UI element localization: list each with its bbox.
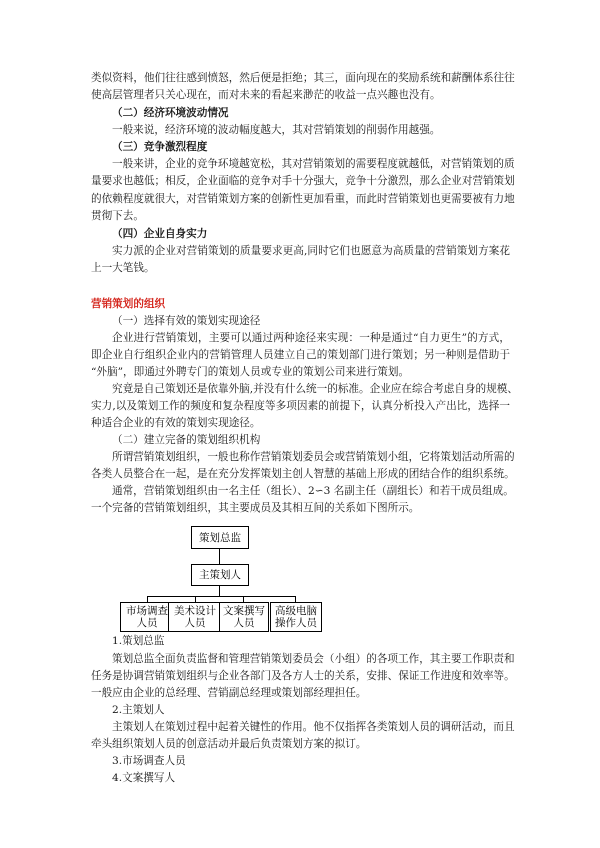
- paragraph-line: 量要求也越低；相反，企业面临的竞争对手十分强大，竞争十分激烈，那么企业对营销策划: [91, 175, 515, 187]
- org-box-chief-planner: 主策划人: [191, 564, 249, 586]
- role-heading-copywriter: 4.文案撰写人: [112, 772, 176, 784]
- org-box-text: 美术设计: [174, 605, 216, 617]
- paragraph-line: 主策划人在策划过程中起着关键性的作用。他不仅指挥各类策划人员的调研活动，而且: [112, 721, 515, 733]
- subheading-organization: （二）建立完备的策划组织机构: [112, 434, 261, 446]
- org-box-text: 文案撰写: [223, 605, 265, 617]
- paragraph-line: 类似资料，他们往往感到愤怒，然后便是拒绝；其三，面向现在的奖励系统和薪酬体系往往: [91, 72, 515, 84]
- subheading-economy: （二）经济环境波动情况: [112, 107, 229, 119]
- paragraph-line: 通常，营销策划组织由一名主任（组长）、2∽3 名副主任（副组长）和若干成员组成。: [112, 485, 514, 497]
- paragraph-line: 一般来说，经济环境的波动幅度越大，其对营销策划的削弱作用越强。: [112, 124, 441, 136]
- paragraph-line: 即企业自行组织企业内的营销管理人员建立自己的策划部门进行策划；另一种则是借助于: [91, 349, 510, 361]
- org-connector: [219, 549, 220, 564]
- paragraph-line: 实力,以及策划工作的频度和复杂程度等多项因素的前提下，认真分析投入产出比，选择一: [91, 400, 510, 412]
- paragraph-line: 各类人员整合在一起，是在充分发挥策划主创人智慧的基础上形成的团结合作的组织系统。: [91, 468, 515, 480]
- org-box-director: 策划总监: [191, 526, 249, 549]
- org-box-text: 操作人员: [275, 617, 317, 629]
- org-box-text: 人员: [233, 617, 255, 629]
- section-title: 营销策划的组织: [91, 298, 166, 310]
- org-box-text: 市场调查: [126, 605, 168, 617]
- role-heading-director: 1.策划总监: [112, 635, 165, 647]
- paragraph-line: 的依赖程度就很大，对营销策划方案的创新性更加看重，而此时营销策划也更需要被有力地: [91, 193, 515, 205]
- paragraph-line: 实力派的企业对营销策划的质量要求更高,同时它们也愿意为高质量的营销策划方案花: [112, 245, 510, 257]
- subheading-approach: （一）选择有效的策划实现途径: [112, 315, 261, 327]
- org-box-text: 人员: [184, 617, 206, 629]
- role-heading-market-research: 3.市场调查人员: [112, 755, 186, 767]
- paragraph-line: 贯彻下去。: [91, 210, 144, 222]
- paragraph-line: 企业进行营销策划，主要可以通过两种途径来实现：一种是通过“自力更生”的方式，: [112, 332, 510, 344]
- paragraph-line: 一个完备的营销策划组织，其主要成员及其相互间的关系如下图所示。: [91, 502, 420, 514]
- org-box-text: 人员: [136, 617, 158, 629]
- paragraph-line: 究竟是自己策划还是依靠外脑,并没有什么统一的标准。企业应在综合考虑自身的规模、: [112, 383, 518, 395]
- org-box-text: 高级电脑: [275, 605, 317, 617]
- subheading-competition: （三）竞争激烈程度: [112, 141, 208, 153]
- org-box-art-design: [168, 602, 222, 632]
- org-box-computer-operator: [270, 602, 322, 632]
- subheading-strength: （四）企业自身实力: [112, 228, 208, 240]
- paragraph-line: “外脑”，即通过外聘专门的策划人员或专业的策划公司来进行策划。: [91, 366, 410, 378]
- org-connector: [219, 586, 220, 596]
- org-box-copywriting: [219, 602, 269, 632]
- paragraph-line: 种适合企业的有效的策划实现途径。: [91, 417, 261, 429]
- role-heading-chief-planner: 2.主策划人: [112, 704, 165, 716]
- paragraph-line: 所谓营销策划组织，一般也称作营销策划委员会或营销策划小组，它将策划活动所需的: [112, 451, 515, 463]
- paragraph-line: 一般应由企业的总经理、营销副总经理或策划部经理担任。: [91, 687, 367, 699]
- paragraph-line: 上一大笔钱。: [91, 262, 155, 274]
- org-connector: [147, 596, 296, 597]
- paragraph-line: 一般来讲，企业的竞争环境越宽松，其对营销策划的需要程度就越低，对营销策划的质: [112, 158, 515, 170]
- paragraph-line: 牵头组织策划人员的创意活动并最后负责策划方案的拟订。: [91, 738, 367, 750]
- paragraph-line: 使高层管理者只关心现在，而对未来的看起来渺茫的收益一点兴趣也没有。: [91, 89, 441, 101]
- paragraph-line: 策划总监全面负责监督和管理营销策划委员会（小组）的各项工作，其主要工作职责和: [112, 653, 515, 665]
- org-box-market-research: [120, 602, 174, 632]
- paragraph-line: 任务是协调营销策划组织与企业各部门及各方人士的关系，安排、保证工作进度和效率等。: [91, 670, 515, 682]
